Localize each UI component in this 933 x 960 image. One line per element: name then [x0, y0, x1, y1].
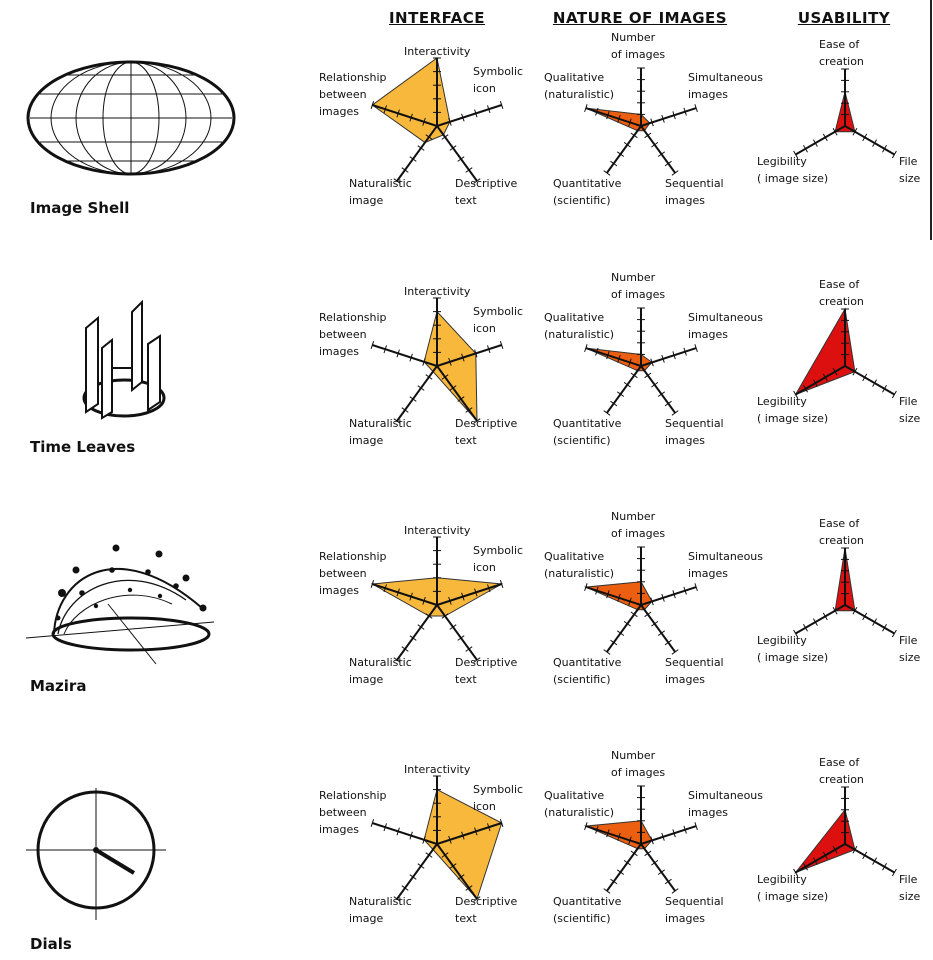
axis-label-nature-3-2: Sequential images — [665, 895, 724, 925]
radar-nature-axis-3-2 — [641, 844, 675, 891]
axis-label-nature-1-3: Quantitative (scientific) — [553, 417, 622, 447]
axis-label-usability-0-2: Legibility ( image size) — [757, 155, 829, 185]
axis-label-interface-3-3: Naturalistic image — [349, 895, 412, 925]
axis-label-nature-3-1: Simultaneous images — [688, 789, 764, 819]
axis-label-interface-2-4: Relationship between images — [319, 550, 387, 597]
header-nature-of-images: NATURE OF IMAGES — [552, 9, 728, 27]
axis-label-interface-2-2: Descriptive text — [455, 656, 518, 686]
axis-label-usability-1-0: Ease of creation — [819, 278, 864, 308]
radar-nature-axis-1-2 — [641, 366, 675, 413]
axis-label-interface-0-1: Symbolic icon — [473, 65, 524, 95]
radar-nature-axis-2-2 — [641, 605, 675, 652]
axis-label-nature-1-2: Sequential images — [665, 417, 724, 447]
radar-usability-axis-2-1 — [845, 605, 894, 634]
axis-label-nature-2-3: Quantitative (scientific) — [553, 656, 622, 686]
radar-nature-axis-3-3 — [607, 844, 641, 891]
axis-label-interface-0-0: Interactivity — [404, 45, 471, 58]
axis-label-interface-0-3: Naturalistic image — [349, 177, 412, 207]
radar-interface-axis-0-2 — [437, 126, 477, 181]
axis-label-interface-2-3: Naturalistic image — [349, 656, 412, 686]
axis-label-usability-3-1: File size — [899, 873, 921, 903]
axis-label-nature-3-4: Qualitative (naturalistic) — [544, 789, 615, 819]
axis-label-nature-2-2: Sequential images — [665, 656, 724, 686]
header-interface: INTERFACE — [388, 9, 486, 27]
design-name-time-leaves: Time Leaves — [30, 438, 136, 456]
radar-interface-area-1 — [424, 312, 477, 421]
radar-usability-3 — [794, 787, 897, 876]
radar-nature-axis-0-1 — [641, 108, 696, 126]
design-name-mazira: Mazira — [30, 677, 87, 695]
axis-label-nature-0-2: Sequential images — [665, 177, 724, 207]
axis-label-nature-0-4: Qualitative (naturalistic) — [544, 71, 615, 101]
axis-label-usability-2-2: Legibility ( image size) — [757, 634, 829, 664]
radar-usability-area-3 — [796, 810, 855, 873]
radar-usability-2 — [794, 548, 897, 637]
axis-label-usability-3-2: Legibility ( image size) — [757, 873, 829, 903]
axis-label-usability-1-1: File size — [899, 395, 921, 425]
axis-label-nature-2-1: Simultaneous images — [688, 550, 764, 580]
axis-label-interface-3-4: Relationship between images — [319, 789, 387, 836]
axis-label-interface-1-4: Relationship between images — [319, 311, 387, 358]
radar-usability-0 — [794, 69, 897, 158]
axis-label-nature-0-3: Quantitative (scientific) — [553, 177, 622, 207]
axis-label-nature-2-4: Qualitative (naturalistic) — [544, 550, 615, 580]
design-name-dials: Dials — [30, 935, 72, 953]
radar-usability-axis-2-2 — [796, 605, 845, 634]
axis-label-usability-1-2: Legibility ( image size) — [757, 395, 829, 425]
radar-usability-1 — [794, 309, 897, 398]
radar-usability-axis-0-2 — [796, 126, 845, 155]
axis-label-nature-2-0: Number of images — [611, 510, 666, 540]
radar-nature-axis-0-3 — [607, 126, 641, 173]
axis-label-interface-1-1: Symbolic icon — [473, 305, 524, 335]
radar-interface-axis-2-3 — [397, 605, 437, 660]
radar-usability-axis-3-1 — [845, 844, 894, 873]
axis-label-interface-1-3: Naturalistic image — [349, 417, 412, 447]
axis-label-interface-1-0: Interactivity — [404, 285, 471, 298]
axis-label-usability-2-0: Ease of creation — [819, 517, 864, 547]
radar-nature-axis-1-3 — [607, 366, 641, 413]
axis-label-usability-0-0: Ease of creation — [819, 38, 864, 68]
axis-label-interface-0-4: Relationship between images — [319, 71, 387, 118]
radar-interface-axis-2-2 — [437, 605, 477, 660]
axis-label-nature-1-1: Simultaneous images — [688, 311, 764, 341]
axis-label-nature-3-3: Quantitative (scientific) — [553, 895, 622, 925]
axis-label-usability-3-0: Ease of creation — [819, 756, 864, 786]
radar-usability-axis-1-1 — [845, 366, 894, 395]
axis-label-nature-3-0: Number of images — [611, 749, 666, 779]
axis-label-interface-3-2: Descriptive text — [455, 895, 518, 925]
radar-interface-axis-3-3 — [397, 844, 437, 899]
radar-usability-area-1 — [796, 309, 855, 395]
axis-label-interface-2-1: Symbolic icon — [473, 544, 524, 574]
axis-label-nature-0-0: Number of images — [611, 31, 666, 61]
design-name-image-shell: Image Shell — [30, 199, 130, 217]
axis-label-interface-0-2: Descriptive text — [455, 177, 518, 207]
header-usability: USABILITY — [797, 9, 891, 27]
axis-label-interface-1-2: Descriptive text — [455, 417, 518, 447]
axis-label-usability-0-1: File size — [899, 155, 921, 185]
axis-label-nature-0-1: Simultaneous images — [688, 71, 764, 101]
radar-usability-axis-0-1 — [845, 126, 894, 155]
radar-nature-axis-2-3 — [607, 605, 641, 652]
radar-nature-axis-1-1 — [641, 348, 696, 366]
axis-label-usability-2-1: File size — [899, 634, 921, 664]
axis-label-interface-3-0: Interactivity — [404, 763, 471, 776]
axis-label-interface-2-0: Interactivity — [404, 524, 471, 537]
axis-label-interface-3-1: Symbolic icon — [473, 783, 524, 813]
axis-label-nature-1-0: Number of images — [611, 271, 666, 301]
axis-label-nature-1-4: Qualitative (naturalistic) — [544, 311, 615, 341]
radar-interface-axis-1-3 — [397, 366, 437, 421]
radar-nature-axis-0-2 — [641, 126, 675, 173]
